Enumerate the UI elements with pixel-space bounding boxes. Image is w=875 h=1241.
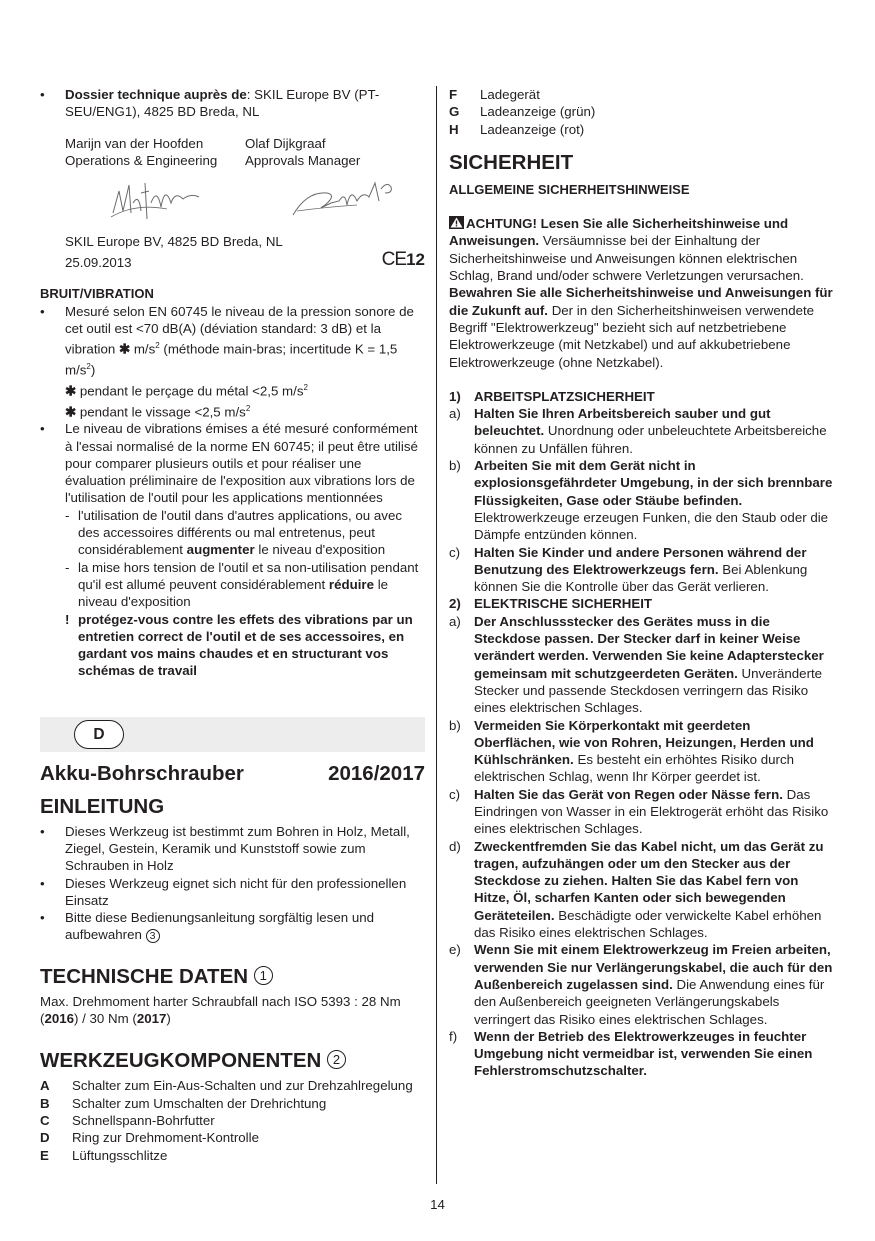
sig2-name: Olaf Dijkgraaf bbox=[245, 135, 326, 151]
vibration-screwing: ✱ pendant le vissage <2,5 $m/s^2$ bbox=[65, 403, 251, 419]
right-column bbox=[449, 86, 835, 1080]
s2-item-c: c) Halten Sie das Gerät von Regen oder Nässe fern. Das Eindringen von Wasser in ein Elektrogerät erhöht das Risiko eines elektrischen Schlages. bbox=[449, 786, 829, 837]
left-column bbox=[40, 86, 425, 1164]
vibration-warning: ! protégez-vous contre les effets des vibrations par un entretien correct de l'outil et de ses accessoires, en gardant vos mains chaudes et en structurant vos schémas de travail bbox=[65, 611, 413, 679]
signature-2-image bbox=[287, 171, 402, 226]
section-2-heading: 2) ELEKTRISCHE SICHERHEIT bbox=[449, 596, 653, 612]
figure-ref-1: 1 bbox=[254, 966, 273, 985]
declaration-date: 25.09.2013 bbox=[65, 255, 132, 271]
component-c: C Schnellspann-Bohrfutter bbox=[40, 1112, 215, 1128]
component-f: F Ladegerät bbox=[449, 87, 540, 102]
ce-mark: CE12 bbox=[381, 249, 425, 271]
product-title bbox=[40, 762, 425, 786]
einleitung-heading: EINLEITUNG bbox=[40, 794, 165, 818]
components-heading: WERKZEUGKOMPONENTEN 2 bbox=[40, 1049, 425, 1073]
s2-item-b: b) Vermeiden Sie Körperkontakt mit geerdeten Oberflächen, wie von Rohren, Heizungen, Herden und Kühlschränken. Es besteht ein erhöhtes Risiko durch elektrischen Schlag, wenn Ihr Körper geerdet ist. bbox=[449, 717, 814, 785]
sig2-role: Approvals Manager bbox=[245, 152, 361, 168]
date-row bbox=[65, 249, 425, 274]
general-warning: ACHTUNG! Lesen Sie alle Sicherheitshinweise und Anweisungen. Versäumnisse bei der Einhaltung der Sicherheitshinweise und Anweisungen können elektrischen Schlag, Brand und/oder schwere Verletzungen verursachen. Bewahren Sie alle Sicherheitshinweise und Anweisungen für die Zukunft auf. Der in den Sicherheitshinweisen verwendete Begriff "Elektrowerkzeug" bezieht sich auf netzbetriebene Elektrowerkzeuge (mit Netzkabel) und auf akkubetriebene Elektrowerkzeuge (ohne Netzkabel). bbox=[449, 216, 833, 370]
component-h: H Ladeanzeige (rot) bbox=[449, 121, 585, 137]
s1-item-c: c) Halten Sie Kinder und andere Personen während der Benutzung des Elektrowerkzeugs fern. Bei Ablenkung können Sie die Kontrolle über das Gerät verlieren. bbox=[449, 544, 808, 595]
sig1-name: Marijn van der Hoofden bbox=[65, 135, 204, 151]
vibration-drilling: ✱ pendant le perçage du métal <2,5 $m/s^2$ bbox=[65, 382, 308, 399]
sicherheit-heading: SICHERHEIT bbox=[449, 150, 574, 174]
bruit-heading: BRUIT/VIBRATION bbox=[40, 286, 154, 302]
product-name: Akku-Bohrschrauber bbox=[40, 761, 244, 785]
company-address: SKIL Europe BV, 4825 BD Breda, NL bbox=[65, 234, 283, 250]
column-divider bbox=[436, 86, 437, 1184]
s2-item-d: d) Zweckentfremden Sie das Kabel nicht, um das Gerät zu tragen, aufzuhängen oder um den Stecker aus der Steckdose zu ziehen. Halten Sie das Kabel fern von Hitze, Öl, scharfen Kanten oder sich bewegenden Geräteteilen. Beschädigte oder verwickelte Kabel erhöhen das Risiko eines elektrischen Schlages. bbox=[449, 838, 824, 941]
vibration-sub-1: - l'utilisation de l'outil dans d'autres applications, ou avec des accessoires différents ou mal entretenus, peut considérablement augmenter le niveau d'exposition bbox=[65, 507, 402, 558]
component-d: D Ring zur Drehmoment-Kontrolle bbox=[40, 1130, 259, 1146]
section-1-heading: 1) ARBEITSPLATZSICHERHEIT bbox=[449, 388, 655, 404]
vibration-sub-2: - la mise hors tension de l'outil et sa non-utilisation pendant qu'il est allumé peuvent considérablement réduire le niveau d'exposition bbox=[65, 559, 419, 610]
warning-icon bbox=[449, 216, 464, 229]
language-badge: D bbox=[74, 720, 124, 749]
intro-item-2: • Dieses Werkzeug eignet sich nicht für den professionellen Einsatz bbox=[40, 875, 425, 910]
intro-item-3: • Bitte diese Bedienungsanleitung sorgfältig lesen und aufbewahren 3 bbox=[40, 909, 425, 944]
dossier-item: • Dossier technique auprès de: SKIL Europe BV (PT-SEU/ENG1), 4825 BD Breda, NL bbox=[40, 86, 425, 121]
sig1-role: Operations & Engineering bbox=[65, 152, 218, 168]
signatories bbox=[65, 135, 425, 170]
signatures bbox=[65, 169, 425, 233]
component-g: G Ladeanzeige (grün) bbox=[449, 104, 596, 120]
tech-heading: TECHNISCHE DATEN 1 bbox=[40, 965, 425, 989]
s1-item-b: b) Arbeiten Sie mit dem Gerät nicht in explosionsgefährdeter Umgebung, in der sich brennbare Flüssigkeiten, Gase oder Stäube befinden. Elektrowerkzeuge erzeugen Funken, die den Staub oder die Dämpfe entzünden können. bbox=[449, 458, 833, 543]
language-bar bbox=[40, 717, 425, 752]
tech-torque: Max. Drehmoment harter Schraubfall nach ISO 5393 : 28 Nm (2016) / 30 Nm (2017) bbox=[40, 993, 401, 1027]
s1-item-a: a) Halten Sie Ihren Arbeitsbereich sauber und gut beleuchtet. Unordnung oder unbeleuchtete Arbeitsbereiche können zu Unfällen führen. bbox=[449, 406, 827, 456]
allgemeine-heading: ALLGEMEINE SICHERHEITSHINWEISE bbox=[449, 181, 690, 197]
product-models: 2016/2017 bbox=[328, 761, 425, 785]
page-number: 14 bbox=[430, 1197, 445, 1212]
component-b: B Schalter zum Umschalten der Drehrichtung bbox=[40, 1095, 327, 1111]
figure-ref-2: 2 bbox=[327, 1050, 346, 1069]
s2-item-f: f) Wenn der Betrieb des Elektrowerkzeuges in feuchter Umgebung nicht vermeidbar ist, verwenden Sie einen Fehlerstromschutzschalter. bbox=[449, 1028, 813, 1079]
component-e: E Lüftungsschlitze bbox=[40, 1147, 168, 1163]
intro-item-1: • Dieses Werkzeug ist bestimmt zum Bohren in Holz, Metall, Ziegel, Gestein, Keramik und Kunststoff sowie zum Schrauben in Holz bbox=[40, 823, 425, 875]
s2-item-a: a) Der Anschlussstecker des Gerätes muss in die Steckdose passen. Der Stecker darf in keiner Weise verändert werden. Verwenden Sie keine Adapterstecker gemeinsam mit schutzgeerdeten Geräten. Unveränderte Stecker und passende Steckdosen verringern das Risiko eines elektrischen Schlages. bbox=[449, 613, 824, 716]
figure-ref-3: 3 bbox=[146, 929, 160, 943]
signature-1-image bbox=[105, 173, 215, 228]
component-a: A Schalter zum Ein-Aus-Schalten und zur Drehzahlregelung bbox=[40, 1078, 413, 1094]
vibration-level: • Le niveau de vibrations émises a été mesuré conformément à l'essai normalisé de la norme EN 60745; il peut être utilisé pour comparer plusieurs outils et pour réaliser une évaluation préliminaire de l'exposition aux vibrations lors de l'utilisation de l'outil pour les applications mentionnées bbox=[40, 420, 425, 506]
s2-item-e: e) Wenn Sie mit einem Elektrowerkzeug im Freien arbeiten, verwenden Sie nur Verlängerungskabel, die auch für den Außenbereich zugelassen sind. Die Anwendung eines für den Außenbereich geeigneten Verlängerungskabels verringert das Risiko eines elektrischen Schlages. bbox=[449, 942, 833, 1027]
bruit-measure: • Mesuré selon EN 60745 le niveau de la pression sonore de cet outil est <70 dB(A) (déviation standard: 3 dB) et la vibration ✱ $m/s^2$ (méthode main-bras; incertitude K = 1,5 $m/s^2$) bbox=[40, 303, 425, 379]
